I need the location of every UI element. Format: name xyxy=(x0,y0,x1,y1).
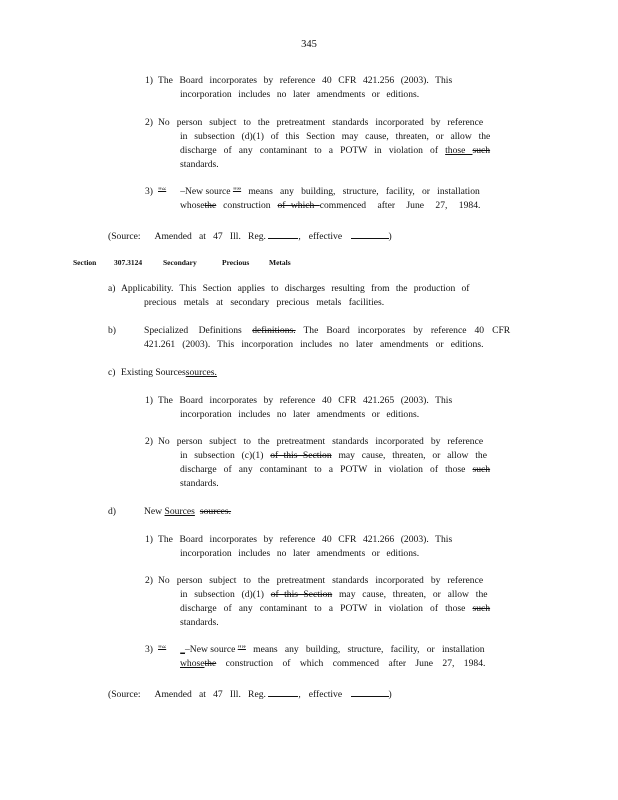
subsection-c-item-1 xyxy=(145,394,525,424)
page-number: 345 xyxy=(301,39,317,50)
text-line: No person subject to the pretreatment standards incorporated by reference xyxy=(158,117,484,128)
heading-word: Section xyxy=(73,258,97,267)
item-label: c) xyxy=(108,367,116,378)
text-line: incorporation includes no later amendments or editions. xyxy=(180,89,420,100)
blank-line xyxy=(268,228,298,239)
text-line: in subsection (d)(1) of this Section may cause, threaten, or allow the xyxy=(180,131,491,142)
source-effective: effective xyxy=(308,231,343,242)
blank-line xyxy=(268,686,298,697)
item-label: 2) xyxy=(145,575,153,586)
subsection-c xyxy=(108,366,408,380)
text-run: in subsection (d)(1) xyxy=(180,589,271,600)
text-run: The Board incorporates by reference 40 CFR xyxy=(295,325,511,336)
subsection-c-item-2 xyxy=(145,435,525,493)
text-run: Specialized Definitions xyxy=(144,325,253,336)
text-line xyxy=(158,199,480,213)
item-label: 3) xyxy=(145,644,153,655)
text-line xyxy=(144,505,239,519)
heading-word: Metals xyxy=(269,258,291,267)
text-line xyxy=(158,643,485,657)
text-run: –New source xyxy=(180,186,233,197)
text-line: The Board incorporates by reference 40 CFR 421.265 (2003). This xyxy=(158,395,453,406)
deleted-text: of this Section xyxy=(270,589,333,600)
subsection-d xyxy=(108,505,408,519)
source-label: (Source: xyxy=(108,689,141,700)
deleted-text: definitions. xyxy=(252,325,296,336)
source-text: Amended at 47 Ill. Reg. xyxy=(154,231,266,242)
text-line xyxy=(158,602,490,616)
text-run: Existing Sources xyxy=(121,367,186,378)
item-label: 1) xyxy=(145,75,153,86)
item-label: 1) xyxy=(145,534,153,545)
source-note: (Source: Amended at 47 Ill. Reg. , effective ) xyxy=(108,228,392,244)
text-line: The Board incorporates by reference 40 CFR 421.256 (2003). This xyxy=(158,75,453,86)
deleted-text: such xyxy=(472,464,491,475)
text-line xyxy=(158,449,490,463)
text-line: precious metals at secondary precious metals facilities. xyxy=(144,297,385,308)
item-label: b) xyxy=(108,325,116,336)
text-run: construction of which commenced after June 27, 1984. xyxy=(216,658,486,669)
text-run: may cause, threaten, or allow the xyxy=(332,589,488,600)
text-run: construction xyxy=(216,200,278,211)
text-line xyxy=(121,366,257,380)
item-label: d) xyxy=(108,506,116,517)
subsection-d-item-1 xyxy=(145,533,525,563)
source-close: ) xyxy=(388,689,392,700)
deleted-text xyxy=(231,505,239,519)
text-run: discharge of any contaminant to a POTW in violation of those xyxy=(180,464,473,475)
deleted-text: sources. xyxy=(199,506,232,517)
source-note: (Source: Amended at 47 Ill. Reg. , effective ) xyxy=(108,686,392,702)
item-label: a) xyxy=(108,283,116,294)
text-line: standards. xyxy=(180,159,219,170)
blank-line xyxy=(351,228,389,239)
text-run: whose xyxy=(180,200,205,211)
text-line: No person subject to the pretreatment standards incorporated by reference xyxy=(158,436,484,447)
item-label: 2) xyxy=(145,117,153,128)
text-line xyxy=(144,324,510,338)
heading-word: Precious xyxy=(222,258,250,267)
deleted-text: the xyxy=(204,200,217,211)
source-close: ) xyxy=(388,231,392,242)
deleted-text: of which xyxy=(277,200,320,211)
text-line xyxy=(158,144,490,158)
section-number: 307.3124 xyxy=(114,258,143,267)
item-label: 2) xyxy=(145,436,153,447)
subsection-a xyxy=(108,282,518,312)
item-label: 1) xyxy=(145,395,153,406)
text-line: The Board incorporates by reference 40 CFR 421.266 (2003). This xyxy=(158,534,453,545)
text-run: may cause, threaten, or allow the xyxy=(331,450,487,461)
deleted-text: "“ xyxy=(158,644,167,655)
inserted-text: _ xyxy=(180,644,185,655)
subsection-d-item-2 xyxy=(145,574,525,632)
source-label: (Source: xyxy=(108,231,141,242)
deleted-text: "” xyxy=(237,644,246,655)
source-effective: effective xyxy=(308,689,343,700)
text-line: incorporation includes no later amendments or editions. xyxy=(180,548,420,559)
text-run: means any building, structure, facility, or installation xyxy=(241,186,480,197)
subsection-d-item-3 xyxy=(145,643,525,673)
text-line xyxy=(158,185,480,199)
paragraph-item-1 xyxy=(145,74,525,104)
text-line: standards. xyxy=(180,478,219,489)
paragraph-item-2 xyxy=(145,116,525,174)
inserted-text: whose xyxy=(180,658,205,669)
subsection-b xyxy=(108,324,528,354)
text-run: discharge of any contaminant to a POTW in violation of xyxy=(180,145,446,156)
blank-line xyxy=(351,686,389,697)
deleted-text: such xyxy=(472,145,491,156)
text-line xyxy=(158,588,490,602)
text-line: No person subject to the pretreatment standards incorporated by reference xyxy=(158,575,484,586)
deleted-text: such xyxy=(472,603,491,614)
deleted-text xyxy=(221,366,257,380)
deleted-text: "“ xyxy=(158,186,167,197)
text-line: Applicability. This Section applies to discharges resulting from the production of xyxy=(121,283,470,294)
text-line: incorporation includes no later amendments or editions. xyxy=(180,409,420,420)
text-line xyxy=(158,463,490,477)
text-run: means any building, structure, facility, or installation xyxy=(245,644,485,655)
paragraph-item-3 xyxy=(145,185,525,215)
text-line xyxy=(158,657,485,671)
item-label: 3) xyxy=(145,186,153,197)
heading-word: Secondary xyxy=(163,258,197,267)
source-text: Amended at 47 Ill. Reg. xyxy=(154,689,266,700)
deleted-text: the xyxy=(204,658,217,669)
inserted-text: sources. xyxy=(185,367,217,378)
deleted-text: of this Section xyxy=(270,450,332,461)
text-run: –New source xyxy=(184,644,238,655)
text-run: New xyxy=(144,506,165,517)
deleted-text: "” xyxy=(232,186,242,197)
text-line: 421.261 (2003). This incorporation includes no later amendments or editions. xyxy=(144,339,484,350)
text-line: standards. xyxy=(180,617,219,628)
text-run: discharge of any contaminant to a POTW in violation of those xyxy=(180,603,473,614)
inserted-text: those xyxy=(445,145,473,156)
text-run: in subsection (c)(1) xyxy=(180,450,271,461)
text-run: commenced after June 27, 1984. xyxy=(319,200,481,211)
inserted-text: Sources xyxy=(164,506,195,517)
